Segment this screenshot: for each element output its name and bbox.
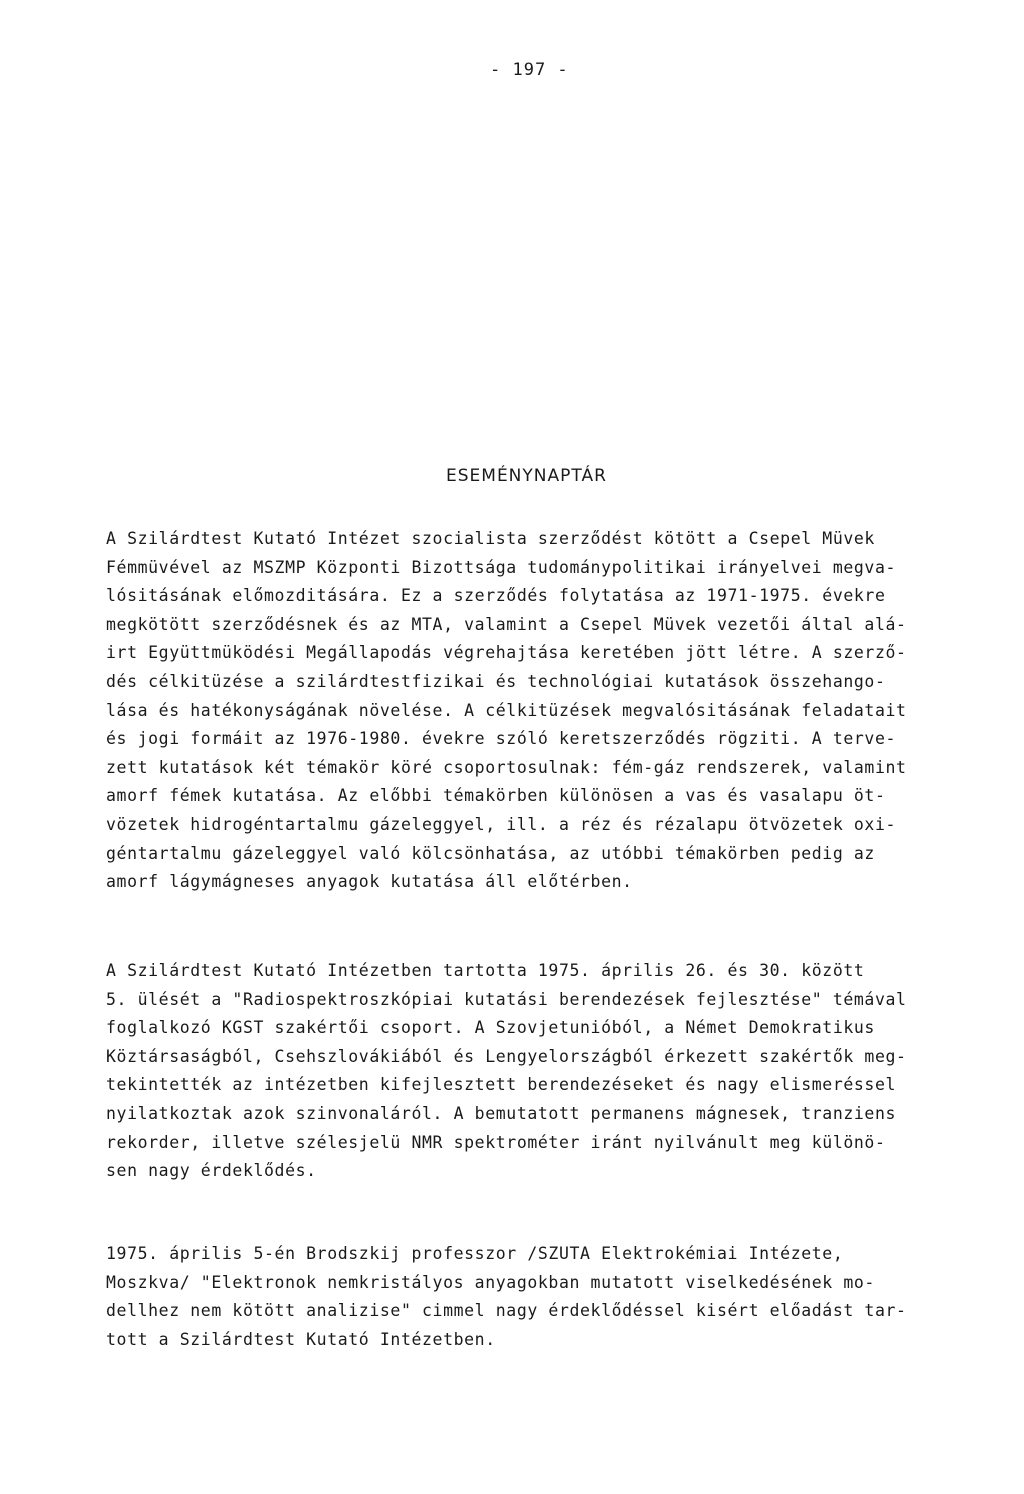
text-line: dellhez nem kötött analizise" cimmel nagy érdeklődéssel kisért előadást tar- — [106, 1301, 907, 1321]
text-line: sen nagy érdeklődés. — [106, 1161, 317, 1181]
page-number: - 197 - — [490, 60, 569, 80]
text-line: lása és hatékonyságának növelése. A célkitüzések megvalósitásának feladatait — [106, 700, 907, 720]
paragraph-kgst-ules — [106, 957, 976, 1186]
text-line: Moszkva/ "Elektronok nemkristályos anyagokban mutatott viselkedésének mo- — [106, 1272, 875, 1292]
text-line: A Szilárdtest Kutató Intézetben tartotta 1975. április 26. és 30. között — [106, 961, 865, 980]
text-line: dés célkitüzése a szilárdtestfizikai és technológiai kutatások összehango- — [106, 671, 886, 691]
text-line: rekorder, illetve szélesjelü NMR spektrométer iránt nyilvánult meg különö- — [106, 1132, 886, 1152]
text-line: foglalkozó KGST szakértői csoport. A Szovjetunióból, a Német Demokratikus — [106, 1018, 875, 1038]
text-line: nyilatkoztak azok szinvonaláról. A bemutatott permanens mágnesek, tranziens — [106, 1103, 897, 1123]
text-line: amorf lágymágneses anyagok kutatása áll előtérben. — [106, 872, 633, 892]
paragraph-eloadas — [106, 1240, 976, 1354]
text-line: amorf fémek kutatása. Az előbbi témakörben különösen a vas és vasalapu öt- — [106, 786, 886, 806]
text-line: irt Együttmüködési Megállapodás végrehajtása keretében jött létre. A szerző- — [106, 643, 907, 663]
text-line: géntartalmu gázeleggyel való kölcsönhatása, az utóbbi témakörben pedig az — [106, 843, 875, 863]
text-line: A Szilárdtest Kutató Intézet szocialista szerződést kötött a Csepel Müvek — [106, 529, 875, 548]
text-line: lósitásának előmozditására. Ez a szerződés folytatása az 1971-1975. évekre — [106, 586, 886, 606]
text-line: vözetek hidrogéntartalmu gázeleggyel, ill. a réz és rézalapu ötvözetek oxi- — [106, 814, 897, 834]
text-line: tekintették az intézetben kifejlesztett berendezéseket és nagy elismeréssel — [106, 1075, 897, 1095]
text-line: és jogi formáit az 1976-1980. évekre szóló keretszerződés rögziti. A terve- — [106, 729, 897, 749]
text-line: 1975. április 5-én Brodszkij professzor /SZUTA Elektrokémiai Intézete, — [106, 1244, 844, 1263]
text-line: 5. ülését a "Radiospektroszkópiai kutatási berendezések fejlesztése" témával — [106, 989, 907, 1009]
text-line: Fémmüvével az MSZMP Központi Bizottsága tudománypolitikai irányelvei megva- — [106, 557, 897, 577]
text-line: tott a Szilárdtest Kutató Intézetben. — [106, 1329, 496, 1349]
text-line: zett kutatások két témakör köré csoportosulnak: fém-gáz rendszerek, valamint — [106, 757, 907, 777]
text-line: megkötött szerződésnek és az MTA, valamint a Csepel Müvek vezetői által alá- — [106, 614, 907, 634]
section-title: ESEMÉNYNAPTÁR — [446, 466, 607, 486]
text-line: Köztársaságból, Csehszlovákiából és Lengyelországból érkezett szakértők meg- — [106, 1046, 907, 1066]
paragraph-szerzodes — [106, 525, 976, 897]
